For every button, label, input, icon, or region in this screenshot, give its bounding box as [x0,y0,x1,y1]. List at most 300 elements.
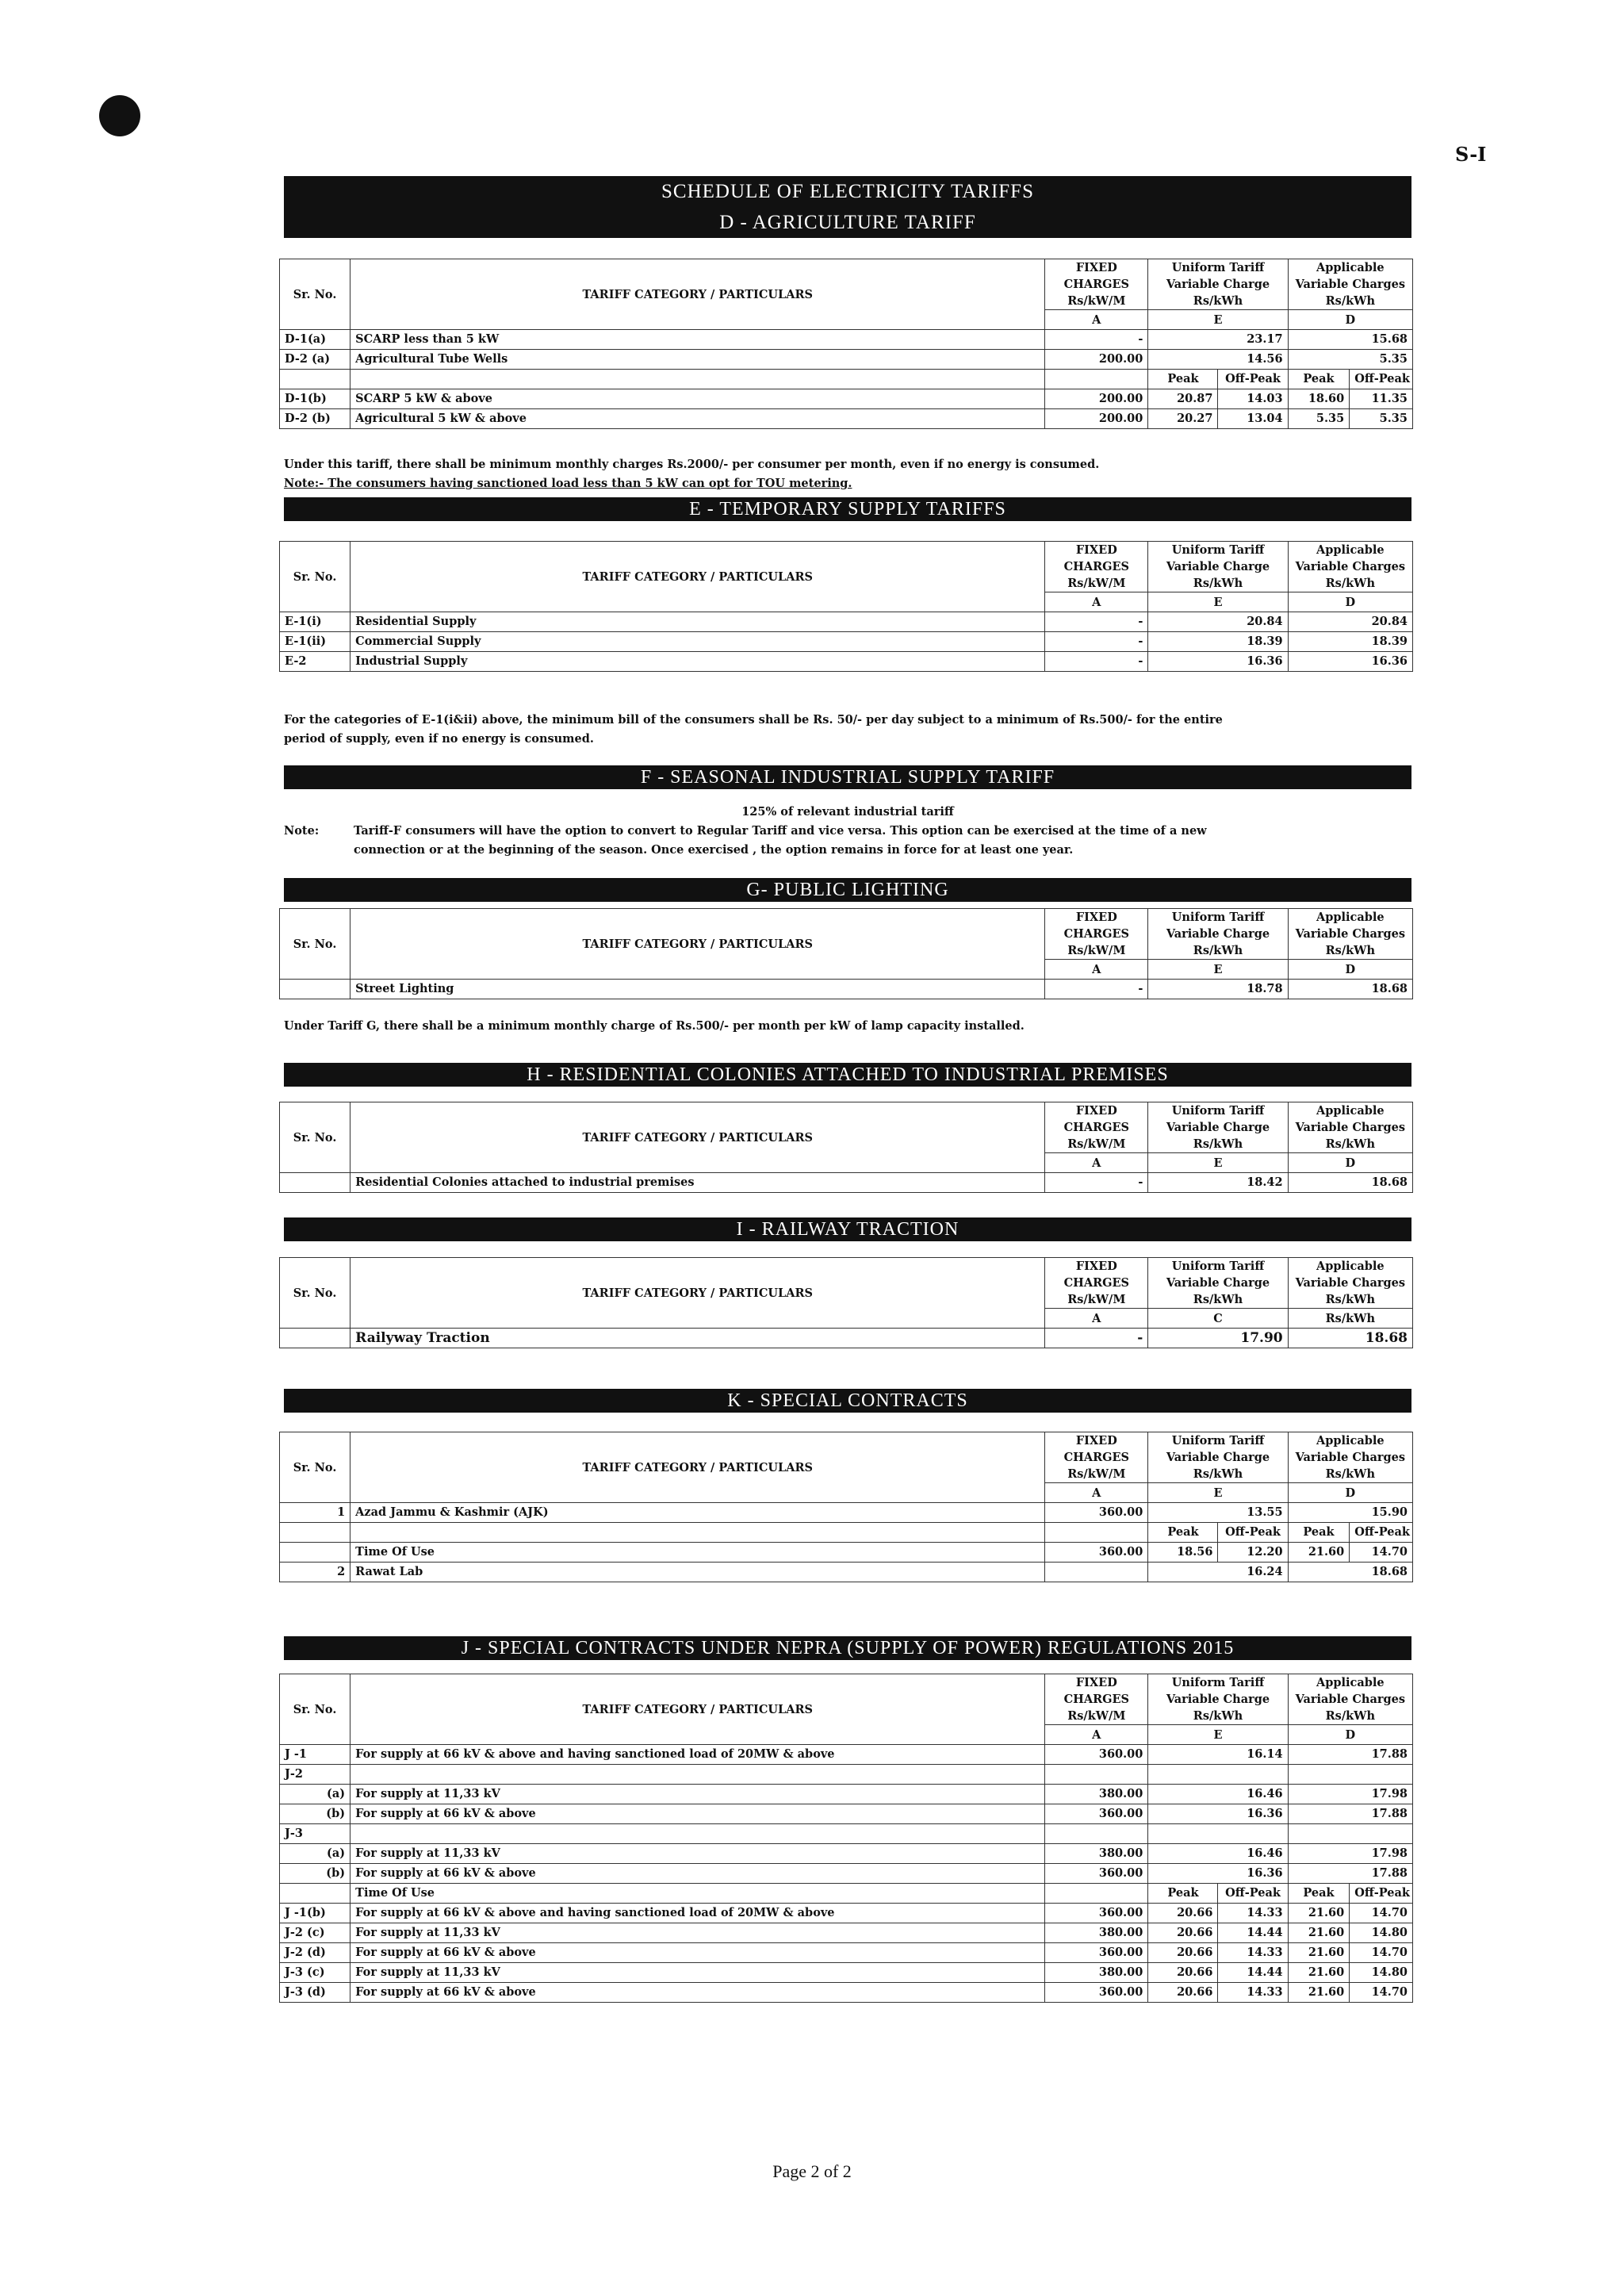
fixed-charge: - [1045,1329,1148,1348]
category: For supply at 11,33 kV [350,1844,1045,1864]
applicable-charge: 18.68 [1288,980,1412,999]
fixed-charge: 360.00 [1045,1983,1148,2003]
tariff-row [280,1329,1413,1348]
sr-no: (a) [280,1844,350,1864]
applicable-peak: 21.60 [1288,1904,1350,1923]
header-line: FIXED [1075,1260,1117,1273]
header-line: FIXED [1075,261,1117,274]
category: Rawat Lab [350,1563,1045,1582]
uniform-offpeak: 12.20 [1218,1543,1288,1563]
fixed-charge: 200.00 [1045,389,1148,409]
sr-no: D-2 (a) [280,350,350,370]
category: For supply at 11,33 kV [350,1785,1045,1804]
sr-no: J-2 (c) [280,1923,350,1943]
category: For supply at 66 kV & above [350,1943,1045,1963]
header-line: Applicable [1316,1676,1385,1689]
punch-hole-mark [99,95,140,136]
offpeak-label: Off-Peak [1218,370,1288,389]
tariff-row [280,632,1413,652]
header-line: Variable Charges [1295,278,1406,291]
header-line: Variable Charges [1295,1451,1406,1464]
header-category: TARIFF CATEGORY / PARTICULARS [350,1432,1045,1503]
applicable-peak: 21.60 [1288,1543,1350,1563]
section-f-note-1: Tariff-F consumers will have the option to convert to Regular Tariff and vice versa. This option can be exercised at the time of a new [354,824,1207,838]
tou-row [280,1904,1413,1923]
tou-header-row [280,1523,1413,1543]
uniform-peak: 20.27 [1148,409,1218,429]
header-category: TARIFF CATEGORY / PARTICULARS [350,1674,1045,1745]
header-row [280,542,1413,592]
header-line: Rs/kW/M [1067,1137,1126,1151]
blank [1045,1884,1148,1904]
header-line: Rs/kW/M [1067,1467,1126,1481]
header-applicable [1288,909,1412,960]
applicable-charge: 5.35 [1288,350,1412,370]
page-id: S-I [1455,143,1487,166]
letter-d: Rs/kWh [1288,1309,1412,1329]
header-uniform-tariff [1148,1102,1288,1153]
category: Residential Colonies attached to industrial premises [350,1173,1045,1193]
fixed-charge: 360.00 [1045,1804,1148,1824]
uniform-charge: 16.46 [1148,1844,1288,1864]
header-line: Uniform Tariff [1171,261,1265,274]
blank [280,370,350,389]
tariff-row [280,1864,1413,1884]
category [350,1824,1045,1844]
header-line: Applicable [1316,911,1385,924]
header-applicable [1288,542,1412,592]
header-line: Rs/kWh [1193,1467,1243,1481]
header-line: CHARGES [1063,1121,1130,1134]
header-line: CHARGES [1063,1276,1130,1290]
header-line: Rs/kWh [1325,1709,1375,1723]
category: Street Lighting [350,980,1045,999]
uniform-peak: 18.56 [1148,1543,1218,1563]
uniform-offpeak: 14.44 [1218,1963,1288,1983]
applicable-charge: 20.84 [1288,612,1412,632]
letter-a: A [1045,592,1148,612]
applicable-offpeak: 14.70 [1350,1943,1413,1963]
header-applicable [1288,1674,1412,1725]
letter-e: E [1148,592,1288,612]
agriculture-tariff-table [279,259,1413,429]
header-category: TARIFF CATEGORY / PARTICULARS [350,1258,1045,1329]
section-e-title: E - TEMPORARY SUPPLY TARIFFS [284,497,1411,521]
header-sr-no: Sr. No. [280,1674,350,1745]
header-row [280,1258,1413,1309]
header-line: Rs/kWh [1193,1137,1243,1151]
header-line: CHARGES [1063,560,1130,573]
header-category: TARIFF CATEGORY / PARTICULARS [350,1102,1045,1173]
fixed-charge: 380.00 [1045,1923,1148,1943]
fixed-charge: 360.00 [1045,1543,1148,1563]
applicable-offpeak: 14.70 [1350,1983,1413,2003]
fixed-charge: 380.00 [1045,1844,1148,1864]
fixed-charge [1045,1765,1148,1785]
uniform-peak: 20.66 [1148,1923,1218,1943]
header-sr-no: Sr. No. [280,542,350,612]
header-row [280,1102,1413,1153]
uniform-charge: 16.36 [1148,1804,1288,1824]
letter-d: D [1288,592,1412,612]
page-footer: Page 2 of 2 [772,2161,852,2181]
header-line: Rs/kWh [1193,294,1243,308]
header-fixed-charges [1045,1674,1148,1725]
tariff-row [280,1745,1413,1765]
uniform-offpeak: 13.04 [1218,409,1288,429]
tariff-row [280,1824,1413,1844]
category: Residential Supply [350,612,1045,632]
category: For supply at 11,33 kV [350,1923,1045,1943]
sr-no [280,1329,350,1348]
fixed-charge: 360.00 [1045,1864,1148,1884]
letter-a: A [1045,1153,1148,1173]
offpeak-label: Off-Peak [1350,370,1413,389]
uniform-charge: 18.78 [1148,980,1288,999]
fixed-charge [1045,1824,1148,1844]
uniform-charge: 17.90 [1148,1329,1288,1348]
blank [1045,370,1148,389]
uniform-peak: 20.66 [1148,1943,1218,1963]
letter-d: D [1288,1153,1412,1173]
section-f-note-label: Note: [284,824,320,838]
header-line: Uniform Tariff [1171,1104,1265,1118]
header-uniform-tariff [1148,542,1288,592]
letter-a: A [1045,960,1148,980]
header-line: Rs/kWh [1325,577,1375,590]
tou-row [280,389,1413,409]
public-lighting-table [279,908,1413,999]
header-category: TARIFF CATEGORY / PARTICULARS [350,259,1045,330]
tou-header-row [280,370,1413,389]
fixed-charge: 200.00 [1045,409,1148,429]
section-f-body [284,803,1411,860]
header-sr-no: Sr. No. [280,1258,350,1329]
uniform-offpeak: 14.44 [1218,1923,1288,1943]
header-line: Rs/kWh [1325,1467,1375,1481]
section-h-title: H - RESIDENTIAL COLONIES ATTACHED TO INDUSTRIAL PREMISES [284,1063,1411,1087]
tariff-row [280,1503,1413,1523]
uniform-peak: 20.66 [1148,1963,1218,1983]
header-line: FIXED [1075,1676,1117,1689]
fixed-charge: 360.00 [1045,1943,1148,1963]
category: Commercial Supply [350,632,1045,652]
header-line: Variable Charge [1166,1451,1270,1464]
header-sr-no: Sr. No. [280,909,350,980]
applicable-charge: 18.68 [1288,1329,1412,1348]
header-fixed-charges [1045,1258,1148,1309]
header-line: CHARGES [1063,278,1130,291]
uniform-peak: 20.66 [1148,1904,1218,1923]
category: For supply at 66 kV & above and having sanctioned load of 20MW & above [350,1745,1045,1765]
offpeak-label: Off-Peak [1350,1523,1413,1543]
category: For supply at 66 kV & above and having sanctioned load of 20MW & above [350,1904,1045,1923]
header-sr-no: Sr. No. [280,259,350,330]
header-line: Variable Charge [1166,1693,1270,1706]
blank [280,1523,350,1543]
applicable-peak: 21.60 [1288,1923,1350,1943]
uniform-charge: 14.56 [1148,350,1288,370]
uniform-charge [1148,1824,1288,1844]
fixed-charge: - [1045,632,1148,652]
sr-no: J -1(b) [280,1904,350,1923]
header-line: FIXED [1075,1104,1117,1118]
header-fixed-charges [1045,259,1148,310]
header-line: Variable Charge [1166,278,1270,291]
peak-label: Peak [1148,1523,1218,1543]
header-row [280,909,1413,960]
header-line: Applicable [1316,1434,1385,1448]
header-line: FIXED [1075,911,1117,924]
sr-no: (b) [280,1864,350,1884]
header-line: Variable Charges [1295,1693,1406,1706]
letter-e: E [1148,1153,1288,1173]
header-line: Variable Charge [1166,560,1270,573]
blank [1045,1523,1148,1543]
header-line: Rs/kW/M [1067,1709,1126,1723]
applicable-peak: 21.60 [1288,1943,1350,1963]
category: Time Of Use [350,1543,1045,1563]
header-applicable [1288,259,1412,310]
section-g-note: Under Tariff G, there shall be a minimum monthly charge of Rs.500/- per month per kW of lamp capacity installed. [284,1019,1025,1033]
uniform-peak: 20.66 [1148,1983,1218,2003]
uniform-charge: 13.55 [1148,1503,1288,1523]
header-line: Uniform Tariff [1171,543,1265,557]
uniform-charge: 16.36 [1148,652,1288,672]
tariff-row [280,1804,1413,1824]
tariff-row [280,1173,1413,1193]
letter-e: E [1148,1483,1288,1503]
applicable-offpeak: 14.70 [1350,1904,1413,1923]
sr-no: J-3 (c) [280,1963,350,1983]
header-line: Uniform Tariff [1171,1434,1265,1448]
peak-label: Peak [1288,1884,1350,1904]
category: Agricultural Tube Wells [350,350,1045,370]
category: Railyway Traction [350,1329,1045,1348]
header-applicable [1288,1258,1412,1309]
category: For supply at 11,33 kV [350,1963,1045,1983]
applicable-offpeak: 14.80 [1350,1963,1413,1983]
tou-row [280,1923,1413,1943]
uniform-offpeak: 14.33 [1218,1943,1288,1963]
header-line: Variable Charges [1295,927,1406,941]
uniform-charge [1148,1765,1288,1785]
offpeak-label: Off-Peak [1218,1523,1288,1543]
applicable-charge: 17.88 [1288,1864,1412,1884]
section-d-note-1: Under this tariff, there shall be minimum monthly charges Rs.2000/- per consumer per month, even if no energy is consumed. [284,458,1100,471]
header-line: Variable Charge [1166,1276,1270,1290]
header-line: Rs/kWh [1193,577,1243,590]
section-e-note-2: period of supply, even if no energy is consumed. [284,732,594,746]
sr-no: (b) [280,1804,350,1824]
railway-traction-table [279,1257,1413,1348]
applicable-charge: 18.68 [1288,1563,1412,1582]
temporary-supply-table [279,541,1413,672]
header-uniform-tariff [1148,1258,1288,1309]
applicable-charge: 17.88 [1288,1804,1412,1824]
tariff-row [280,350,1413,370]
nepra-contracts-table [279,1674,1413,2003]
header-category: TARIFF CATEGORY / PARTICULARS [350,909,1045,980]
header-category: TARIFF CATEGORY / PARTICULARS [350,542,1045,612]
offpeak-label: Off-Peak [1350,1884,1413,1904]
schedule-title: SCHEDULE OF ELECTRICITY TARIFFS [661,181,1034,202]
letter-d: D [1288,1725,1412,1745]
uniform-peak: 20.87 [1148,389,1218,409]
residential-colonies-table [279,1102,1413,1193]
category: Azad Jammu & Kashmir (AJK) [350,1503,1045,1523]
header-line: Rs/kWh [1193,1709,1243,1723]
header-line: Applicable [1316,543,1385,557]
uniform-charge: 16.14 [1148,1745,1288,1765]
peak-label: Peak [1288,370,1350,389]
uniform-offpeak: 14.03 [1218,389,1288,409]
header-line: Variable Charge [1166,927,1270,941]
applicable-peak: 5.35 [1288,409,1350,429]
uniform-offpeak: 14.33 [1218,1904,1288,1923]
letter-d: D [1288,310,1412,330]
fixed-charge: 380.00 [1045,1785,1148,1804]
section-e-note-1: For the categories of E-1(i&ii) above, the minimum bill of the consumers shall be Rs. 50/- per day subject to a minimum of Rs.500/- for the entire [284,713,1223,727]
section-j-title: J - SPECIAL CONTRACTS UNDER NEPRA (SUPPLY OF POWER) REGULATIONS 2015 [284,1636,1411,1660]
letter-a: A [1045,1483,1148,1503]
header-line: FIXED [1075,543,1117,557]
section-e-note [284,711,1411,749]
special-contracts-table [279,1432,1413,1582]
header-fixed-charges [1045,542,1148,592]
applicable-charge [1288,1824,1412,1844]
header-line: Rs/kWh [1325,1293,1375,1306]
fixed-charge: - [1045,612,1148,632]
applicable-charge [1288,1765,1412,1785]
applicable-charge: 15.68 [1288,330,1412,350]
header-line: Applicable [1316,261,1385,274]
sr-no: J-2 [280,1765,350,1785]
header-line: CHARGES [1063,1693,1130,1706]
fixed-charge: - [1045,1173,1148,1193]
applicable-charge: 17.98 [1288,1844,1412,1864]
section-d-note [284,455,1411,493]
category: Industrial Supply [350,652,1045,672]
applicable-peak: 21.60 [1288,1963,1350,1983]
sr-no: J -1 [280,1745,350,1765]
applicable-offpeak: 5.35 [1350,409,1413,429]
letter-e: E [1148,960,1288,980]
section-f-note-2: connection or at the beginning of the season. Once exercised , the option remains in force for at least one year. [354,843,1074,857]
tariff-row [280,330,1413,350]
header-line: Applicable [1316,1260,1385,1273]
letter-a: A [1045,1309,1148,1329]
header-fixed-charges [1045,909,1148,960]
uniform-charge: 16.36 [1148,1864,1288,1884]
section-d-title: D - AGRICULTURE TARIFF [719,212,976,233]
sr-no [280,980,350,999]
header-line: Variable Charges [1295,1121,1406,1134]
schedule-title-band [284,176,1411,238]
header-line: Rs/kWh [1193,944,1243,957]
header-fixed-charges [1045,1432,1148,1483]
tou-row [280,1983,1413,2003]
header-line: Uniform Tariff [1171,1676,1265,1689]
sr-no: 2 [280,1563,350,1582]
sr-no: E-1(i) [280,612,350,632]
header-row [280,1432,1413,1483]
letter-a: A [1045,1725,1148,1745]
section-f-title: F - SEASONAL INDUSTRIAL SUPPLY TARIFF [284,765,1411,789]
blank [280,1884,350,1904]
offpeak-label: Off-Peak [1218,1884,1288,1904]
category [350,1765,1045,1785]
category: For supply at 66 kV & above [350,1864,1045,1884]
fixed-charge: - [1045,652,1148,672]
header-line: Rs/kW/M [1067,294,1126,308]
uniform-charge: 18.42 [1148,1173,1288,1193]
tou-row [280,1963,1413,1983]
uniform-charge: 16.46 [1148,1785,1288,1804]
header-applicable [1288,1102,1412,1153]
letter-e: E [1148,310,1288,330]
header-line: Applicable [1316,1104,1385,1118]
header-sr-no: Sr. No. [280,1432,350,1503]
header-line: Rs/kWh [1325,1137,1375,1151]
fixed-charge: 200.00 [1045,350,1148,370]
header-line: CHARGES [1063,927,1130,941]
applicable-offpeak: 14.80 [1350,1923,1413,1943]
section-f-center-text: 125% of relevant industrial tariff [741,805,954,819]
uniform-charge: 18.39 [1148,632,1288,652]
tou-row [280,1943,1413,1963]
sr-no: D-1(a) [280,330,350,350]
time-of-use-label: Time Of Use [350,1884,1045,1904]
category: Agricultural 5 kW & above [350,409,1045,429]
sr-no: 1 [280,1503,350,1523]
header-line: Uniform Tariff [1171,911,1265,924]
sr-no: D-2 (b) [280,409,350,429]
letter-e: C [1148,1309,1288,1329]
uniform-charge: 16.24 [1148,1563,1288,1582]
section-d-note-2: Note:- The consumers having sanctioned load less than 5 kW can opt for TOU metering. [284,477,852,490]
header-line: FIXED [1075,1434,1117,1448]
header-uniform-tariff [1148,1674,1288,1725]
letter-d: D [1288,960,1412,980]
tariff-row [280,1844,1413,1864]
fixed-charge: - [1045,980,1148,999]
sr-no: J-3 [280,1824,350,1844]
tariff-row [280,1563,1413,1582]
section-k-title: K - SPECIAL CONTRACTS [284,1389,1411,1413]
tariff-row [280,1765,1413,1785]
tariff-row [280,652,1413,672]
applicable-offpeak: 11.35 [1350,389,1413,409]
header-sr-no: Sr. No. [280,1102,350,1173]
sr-no: (a) [280,1785,350,1804]
header-line: Rs/kWh [1193,1293,1243,1306]
header-line: Rs/kWh [1325,294,1375,308]
header-line: Rs/kW/M [1067,1293,1126,1306]
fixed-charge: 360.00 [1045,1904,1148,1923]
header-row [280,1674,1413,1725]
applicable-charge: 17.88 [1288,1745,1412,1765]
blank [350,370,1045,389]
fixed-charge: 360.00 [1045,1503,1148,1523]
letter-a: A [1045,310,1148,330]
header-line: Rs/kWh [1325,944,1375,957]
header-applicable [1288,1432,1412,1483]
category: SCARP 5 kW & above [350,389,1045,409]
header-uniform-tariff [1148,1432,1288,1483]
peak-label: Peak [1148,1884,1218,1904]
letter-e: E [1148,1725,1288,1745]
